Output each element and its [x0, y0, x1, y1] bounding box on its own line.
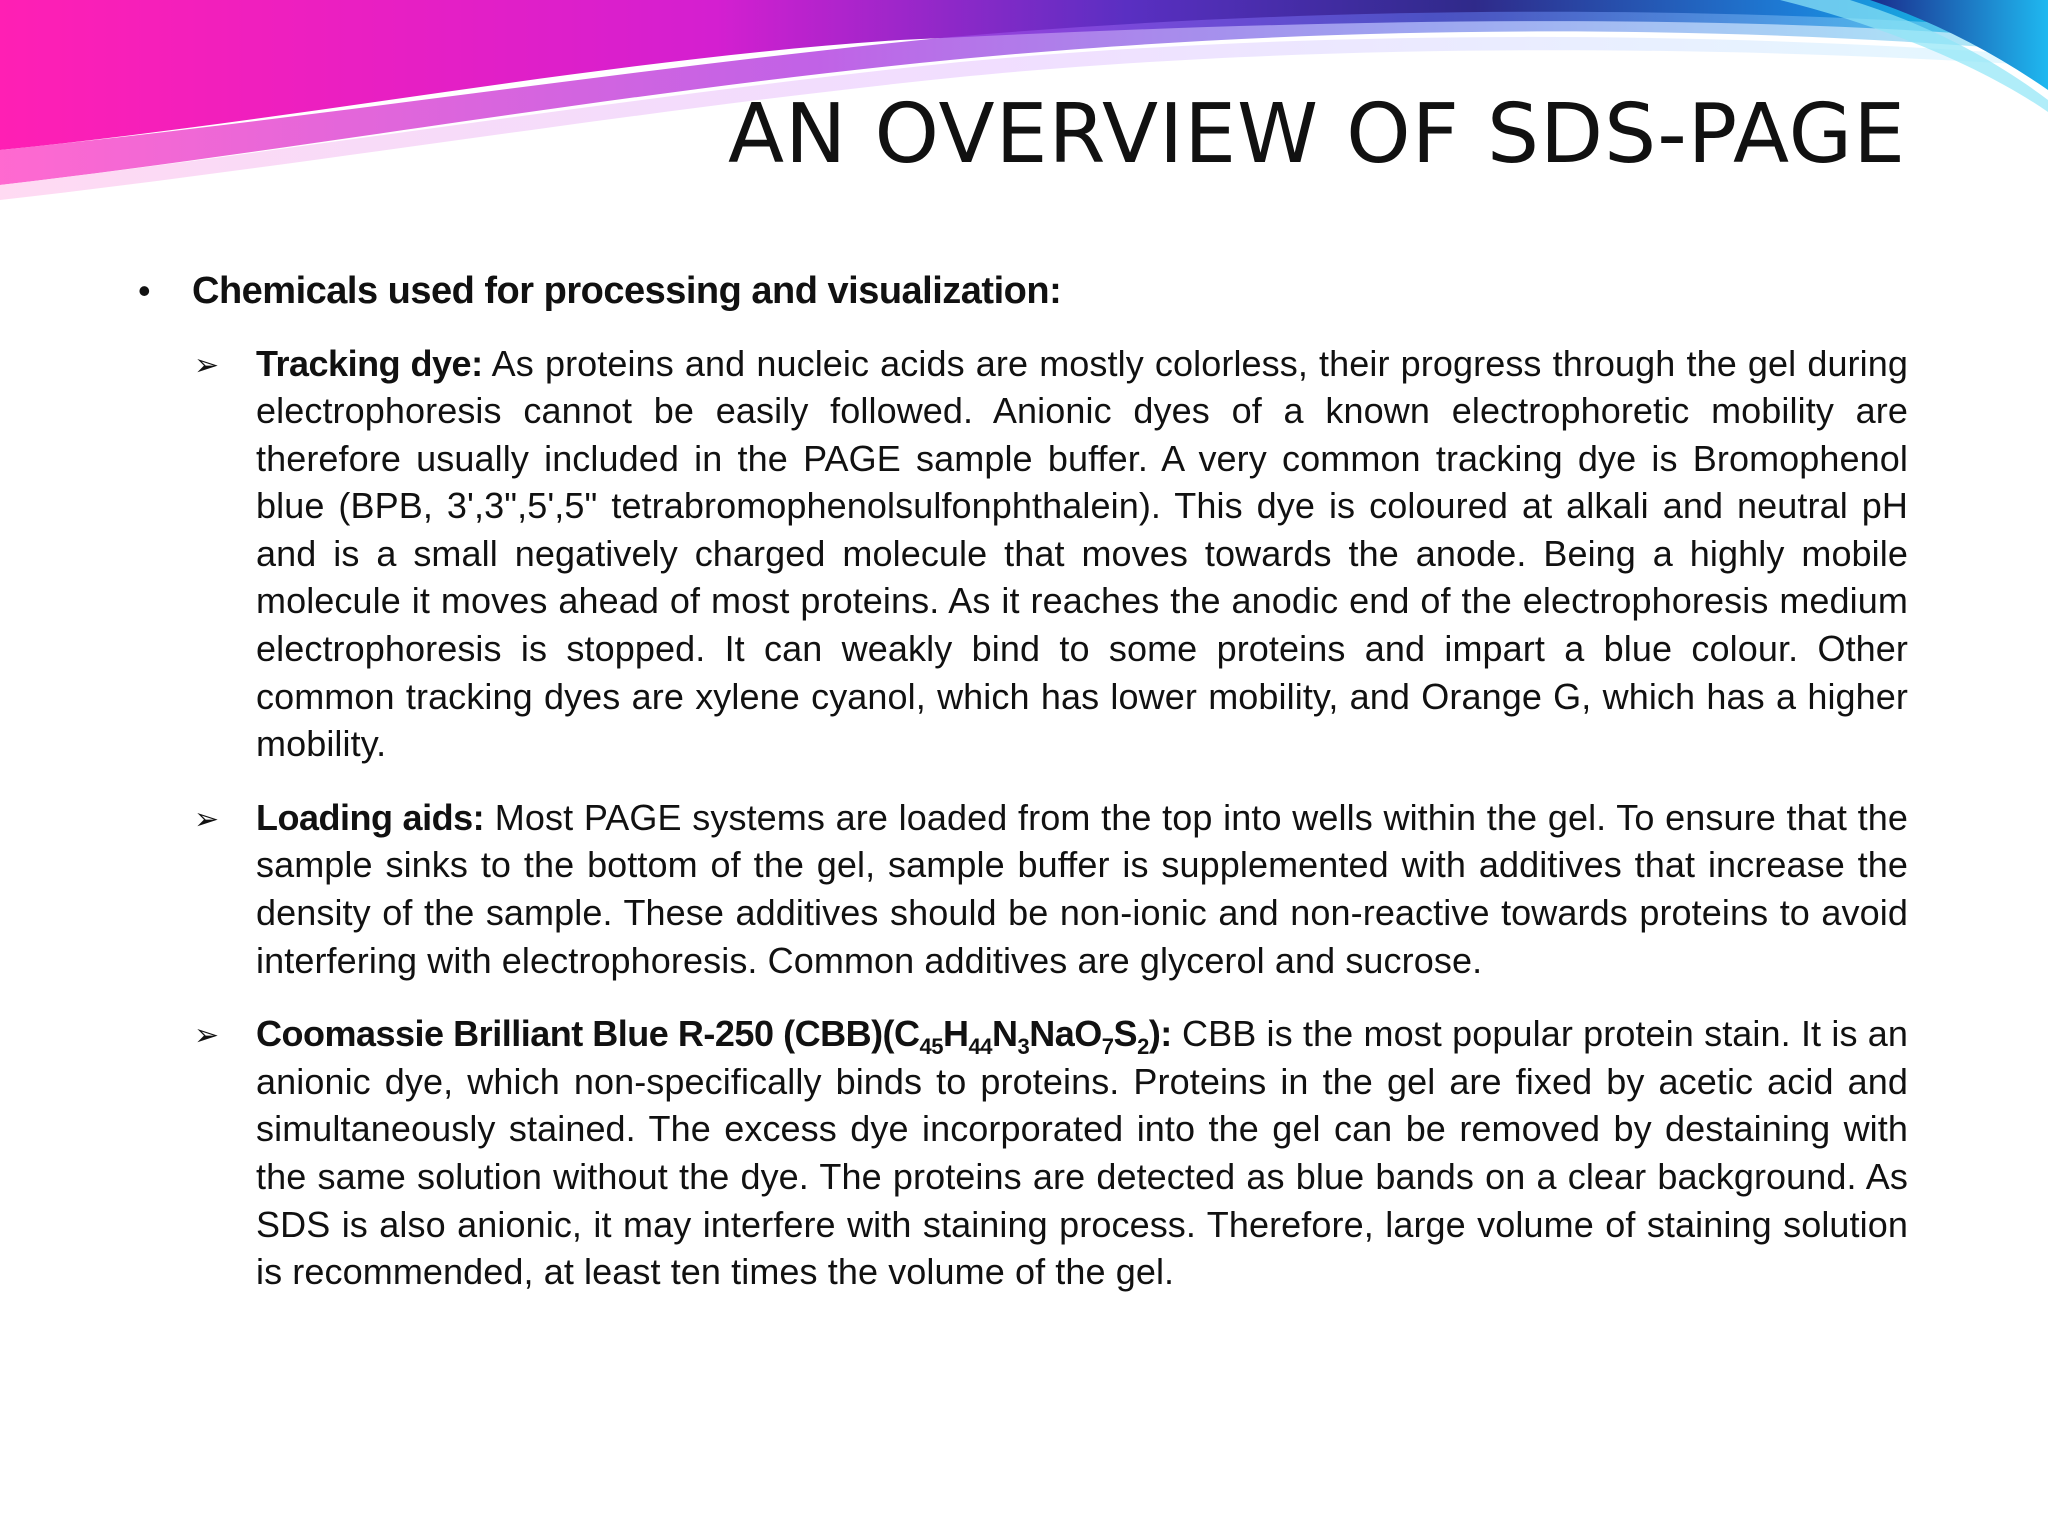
list-item-text: Most PAGE systems are loaded from the top into wells within the gel. To ensure that the sample sinks to the bottom of the gel, sample buffer is supplemented with additives that increase the density of the sample. These additives should be non-ionic and non-reactive towards proteins to avoid interfering with electrophoresis. Common additives are glycerol and sucrose.: [256, 796, 1909, 981]
list-item-paragraph: [256, 794, 1908, 984]
list-item-text: CBB is the most popular protein stain. It is an anionic dye, which non-specifically binds to proteins. Proteins in the gel are fixed by acetic acid and simultaneously stained. The excess dye incorporated into the gel can be removed by destaining with the same solution without the dye. The proteins are detected as blue bands on a clear background. As SDS is also anionic, it may interfere with staining process. Therefore, large volume of staining solution is recommended, at least ten times the volume of the gel.: [256, 1013, 1908, 1293]
slide-title: AN OVERVIEW OF SDS-PAGE: [727, 87, 1906, 182]
arrow-bullet-icon: ➢: [194, 802, 220, 836]
list-item-paragraph: [256, 340, 1908, 768]
list-item-text: As proteins and nucleic acids are mostly colorless, their progress through the gel during electrophoresis cannot be easily followed. Anionic dyes of a known electrophoretic mobility are therefore usually included in the PAGE sample buffer. A very common tracking dye is Bromophenol blue (BPB, 3',3",5',5" tetrabromophenolsulfonphthalein). This dye is coloured at alkali and neutral pH and is a small negatively charged molecule that moves towards the anode. Being a highly mobile molecule it moves ahead of most proteins. As it reaches the anodic end of the electrophoresis medium electrophoresis is stopped. It can weakly bind to some proteins and impart a blue colour. Other common tracking dyes are xylene cyanol, which has lower mobility, and Orange G, which has a higher mobility.: [256, 342, 1908, 765]
arrow-bullet-icon: ➢: [194, 1019, 220, 1053]
list-item-paragraph: [256, 1010, 1908, 1296]
section-bullet: [138, 268, 1908, 316]
section-heading: Chemicals used for processing and visualization:: [192, 270, 1062, 312]
slide-content: [138, 268, 1908, 1322]
list-item-lead: Tracking dye:: [256, 342, 483, 384]
list-item-lead-formula: Coomassie Brilliant Blue R-250 $(CBB)(C_{45}H_{44}N_3NaO_7S_2)$:: [256, 1013, 1172, 1060]
list-item-tracking-dye: [194, 340, 1908, 768]
list-item-coomassie: [194, 1010, 1908, 1296]
bullet-dot-icon: •: [138, 270, 151, 311]
list-item-loading-aids: [194, 794, 1908, 984]
arrow-bullet-icon: ➢: [194, 348, 220, 382]
list-item-lead: Loading aids:: [256, 796, 485, 838]
